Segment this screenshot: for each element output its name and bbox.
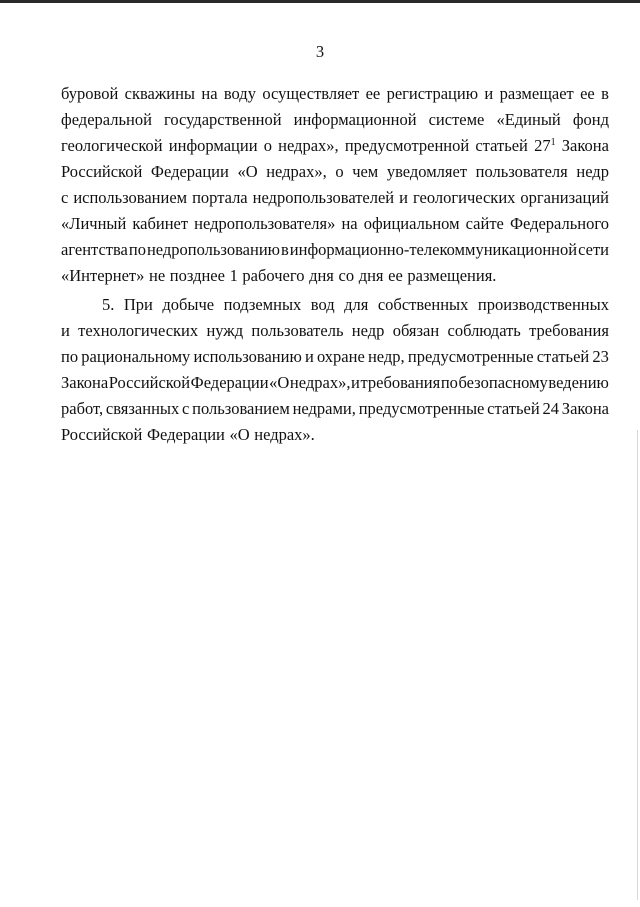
page-number: 3 xyxy=(315,42,325,61)
text-line: буровой скважины на воду осуществляет ее регистрацию и размещает ее в xyxy=(61,84,609,103)
text-line: Закона Российской Федерации «О недрах», и требования по безопасному ведению xyxy=(61,373,609,392)
text-line: 5. При добыче подземных вод для собственных производственных xyxy=(102,295,609,314)
text-line: работ, связанных с пользованием недрами, предусмотренные статьей 24 Закона xyxy=(61,399,609,418)
text-line: Российской Федерации «О недрах», о чем уведомляет пользователя недр xyxy=(61,162,609,181)
scan-right-edge xyxy=(637,430,638,900)
text-line: по рациональному использованию и охране недр, предусмотренные статьей 23 xyxy=(61,347,609,366)
text-line: «Личный кабинет недропользователя» на официальном сайте Федерального xyxy=(61,214,609,233)
text-line: «Интернет» не позднее 1 рабочего дня со дня ее размещения. xyxy=(61,266,497,285)
footnote-superscript: 1 xyxy=(550,137,556,148)
text-line: и технологических нужд пользователь недр обязан соблюдать требования xyxy=(61,321,609,340)
text-line: геологической информации о недрах», предусмотренной статьей $27^1$ Закона xyxy=(61,136,609,155)
scan-top-edge xyxy=(0,0,640,3)
text-line: агентства по недропользованию в информационно-телекоммуникационной сети xyxy=(61,240,609,259)
text-line: с использованием портала недропользователей и геологических организаций xyxy=(61,188,609,207)
text-line: федеральной государственной информационной системе «Единый фонд xyxy=(61,110,609,129)
text-line: Российской Федерации «О недрах». xyxy=(61,425,315,444)
